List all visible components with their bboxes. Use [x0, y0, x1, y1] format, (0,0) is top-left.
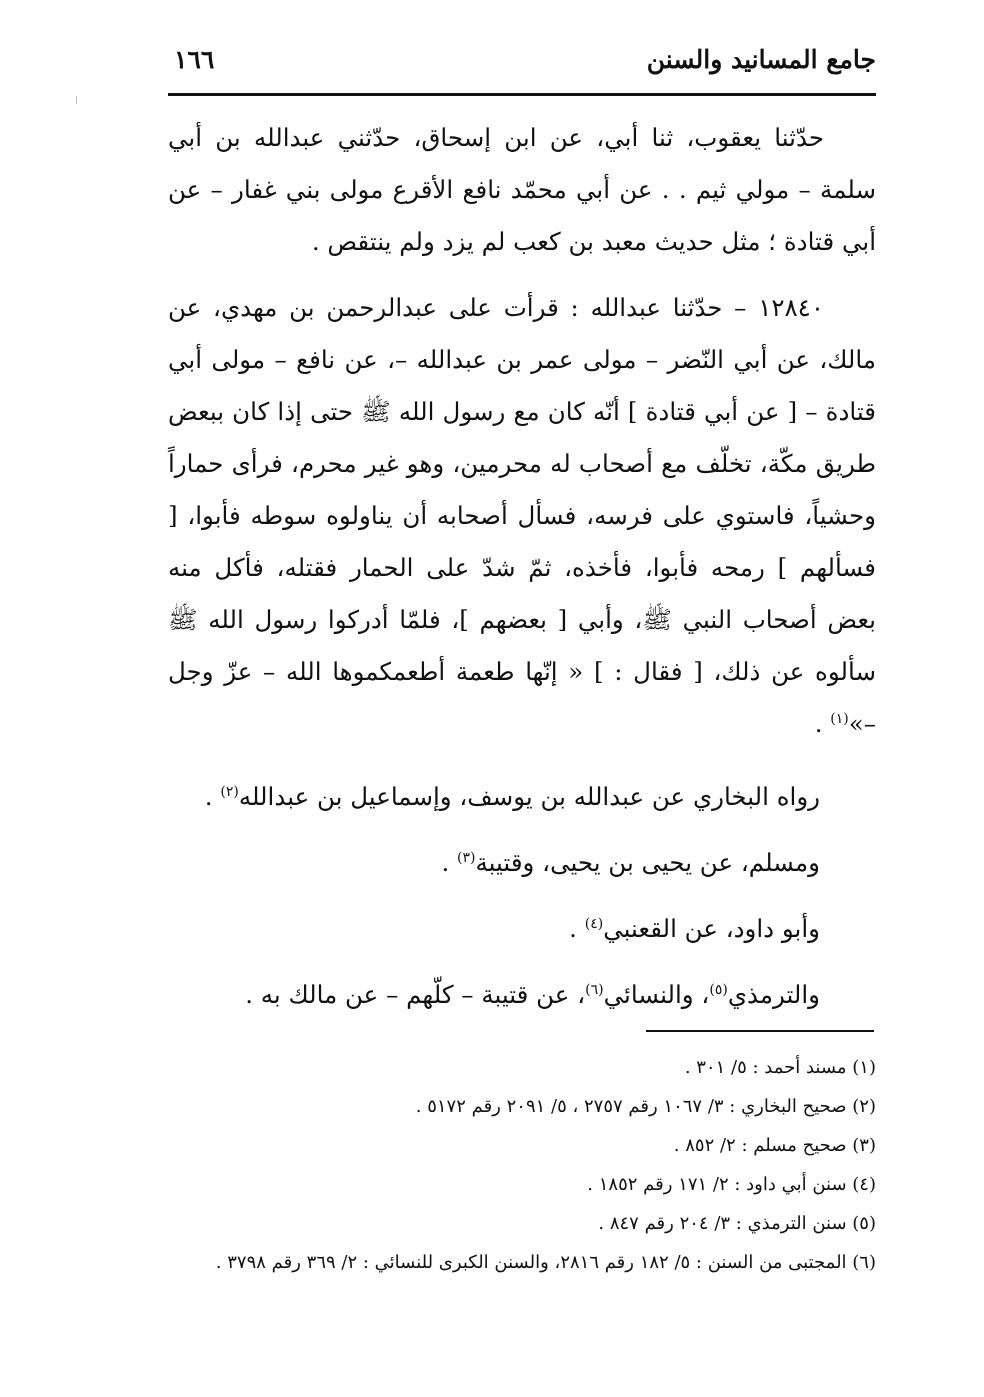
footnote-ref-6[interactable]: (٦): [585, 981, 604, 998]
footnote-ref-4[interactable]: (٤): [584, 915, 604, 932]
scan-speck: [76, 96, 77, 104]
hadith-text: ١٢٨٤٠ – حدّثنا عبدالله : قرأت على عبدالرحمن بن مهدي، عن مالك، عن أبي النّضر – مولى عمر بن عبدالله –، عن نافع – مولى أبي قتادة – [ عن أبي قتادة ] أنّه كان مع رسول الله ﷺ حتى إذا كان ببعض طريق مكّة، تخلّف مع أصحاب له محرمين، وهو غير محرم، فرأى حماراً وحشياً، فاستوي على فرسه، فسأل أصحابه أن يناولوه سوطه فأبوا، [ فسألهم ] رمحه فأبوا، فأخذه، ثمّ شدّ على الحمار فقتله، فأكل منه بعض أصحاب النبي ﷺ، وأبي [ بعضهم ]، فلمّا أدركوا رسول الله ﷺ سألوه عن ذلك، [ فقال : ] « إنّها طعمة أطعمكموها الله – عزّ وجل –»: [168, 293, 876, 738]
citation-text: وأبو داود، عن القعنبي: [603, 914, 820, 943]
main-text: [168, 112, 876, 1028]
page-header: [168, 40, 876, 88]
citation-text: رواه البخاري عن عبدالله بن يوسف، وإسماعيل بن عبدالله: [238, 782, 820, 811]
citation-end: .: [441, 848, 458, 877]
citation-text: ، عن قتيبة – كلّهم – عن مالك به .: [245, 980, 586, 1009]
hadith-end: .: [814, 709, 831, 738]
header-rule: [168, 93, 876, 96]
citation-abu-dawud: [168, 896, 820, 962]
citation-text: ومسلم، عن يحيى بن يحيى، وقتيبة: [475, 848, 820, 877]
citations-block: [168, 764, 876, 1028]
citation-bukhari: [168, 764, 820, 830]
footnote-ref-1[interactable]: (١): [830, 710, 849, 727]
paragraph-continuation: [168, 112, 876, 268]
footnote-5: (٥) سنن الترمذي : ٣/ ٢٠٤ رقم ٨٤٧ .: [598, 1213, 876, 1234]
footnote-ref-3[interactable]: (٣): [457, 849, 476, 866]
hadith-12840: [168, 282, 876, 750]
footnote-ref-2[interactable]: (٢): [220, 783, 239, 800]
citation-tirmidhi-nasai: [168, 962, 820, 1028]
running-title: جامع المسانيد والسنن: [646, 45, 876, 74]
footnote-1: (١) مسند أحمد : ٥/ ٣٠١ .: [684, 1057, 876, 1078]
footnote-ref-5[interactable]: (٥): [709, 981, 728, 998]
citation-text: ، والنسائي: [603, 980, 710, 1009]
paragraph-text: حدّثنا يعقوب، ثنا أبي، عن ابن إسحاق، حدّثني عبدالله بن أبي سلمة – مولي ثيم . . عن أبي محمّد نافع الأقرع مولى بني غفار – عن أبي قتادة ؛ مثل حديث معبد بن كعب لم يزد ولم ينتقص .: [168, 123, 876, 256]
citation-end: .: [569, 914, 585, 943]
citation-end: .: [204, 782, 221, 811]
citation-text: والترمذي: [727, 980, 820, 1009]
footnote-3: (٣) صحيح مسلم : ٢/ ٨٥٢ .: [673, 1135, 876, 1156]
footnote-separator: [646, 1030, 874, 1032]
footnotes: [168, 1048, 876, 1282]
footnote-6: (٦) المجتبى من السنن : ٥/ ١٨٢ رقم ٢٨١٦، والسنن الكبرى للنسائي : ٢/ ٣٦٩ رقم ٣٧٩٨ .: [215, 1252, 876, 1273]
footnote-4: (٤) سنن أبي داود : ٢/ ١٧١ رقم ١٨٥٢ .: [587, 1174, 876, 1195]
page-number: ١٦٦: [174, 45, 215, 74]
footnote-2: (٢) صحيح البخاري : ٣/ ١٠٦٧ رقم ٢٧٥٧ ، ٥/ ٢٠٩١ رقم ٥١٧٢ .: [415, 1096, 876, 1117]
citation-muslim: [168, 830, 820, 896]
